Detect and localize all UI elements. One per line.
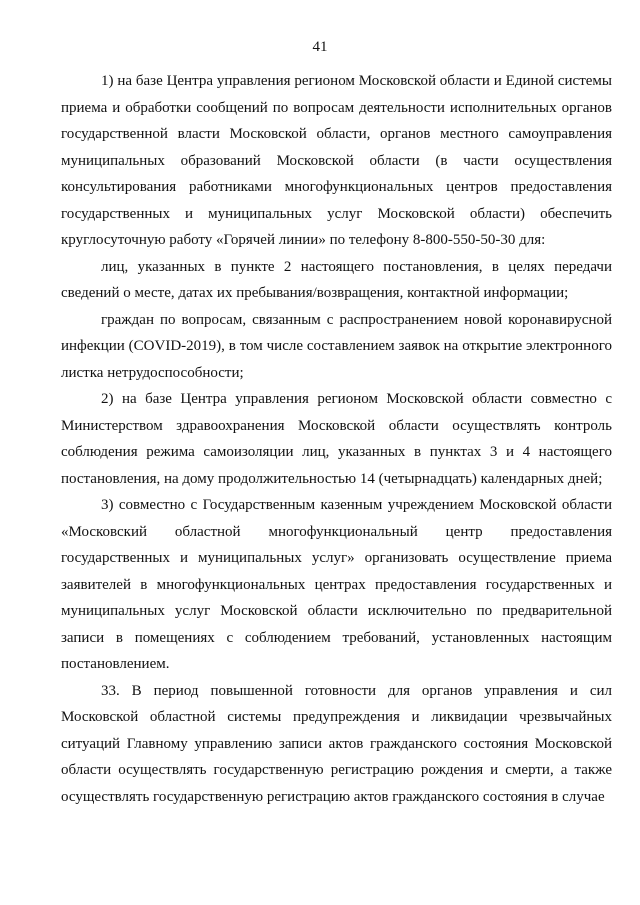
page-number: 41 <box>312 39 328 55</box>
paragraph-hotline: 1) на базе Центра управления регионом Московской области и Единой системы приема и обработки сообщений по вопросам деятельности исполнительных органов государственной власти Московской области, органов местного самоуправления муниципальных образований Московской области (в части осуществления консультирования работниками многофункциональных центров предоставления государственных и муниципальных услуг Московской области) обеспечить круглосуточную работу «Горячей линии» по телефону 8-800-550-50-30 для: <box>61 73 612 248</box>
paragraph-self-isolation-control: 2) на базе Центра управления регионом Московской области совместно с Министерством здравоохранения Московской области осуществлять контроль соблюдения режима самоизоляции лиц, указанных в пунктах 3 и 4 настоящего постановления, на дому продолжительностью 14 (четырнадцать) календарных дней; <box>61 391 612 487</box>
paragraph-citizens: граждан по вопросам, связанным с распространением новой коронавирусной инфекции (COVID-2019), в том числе составлением заявок на открытие электронного листка нетрудоспособности; <box>61 311 612 381</box>
paragraph-civil-registry: 33. В период повышенной готовности для органов управления и сил Московской областной системы предупреждения и ликвидации чрезвычайных ситуаций Главному управлению записи актов гражданского состояния Московской области осуществлять государственную регистрацию рождения и смерти, а также осуществлять государственную регистрацию актов гражданского состояния в случае <box>61 682 612 805</box>
document-body <box>61 68 612 810</box>
paragraph-mfc-reception: 3) совместно с Государственным казенным учреждением Московской области «Московский областной многофункциональный центр предоставления государственных и муниципальных услуг» организовать осуществление приема заявителей в многофункциональных центрах предоставления государственных и муниципальных услуг Московской области исключительно по предварительной записи в помещениях с соблюдением требований, установленных настоящим постановлением. <box>61 497 612 672</box>
paragraph-persons: лиц, указанных в пункте 2 настоящего постановления, в целях передачи сведений о месте, датах их пребывания/возвращения, контактной информации; <box>61 258 612 301</box>
